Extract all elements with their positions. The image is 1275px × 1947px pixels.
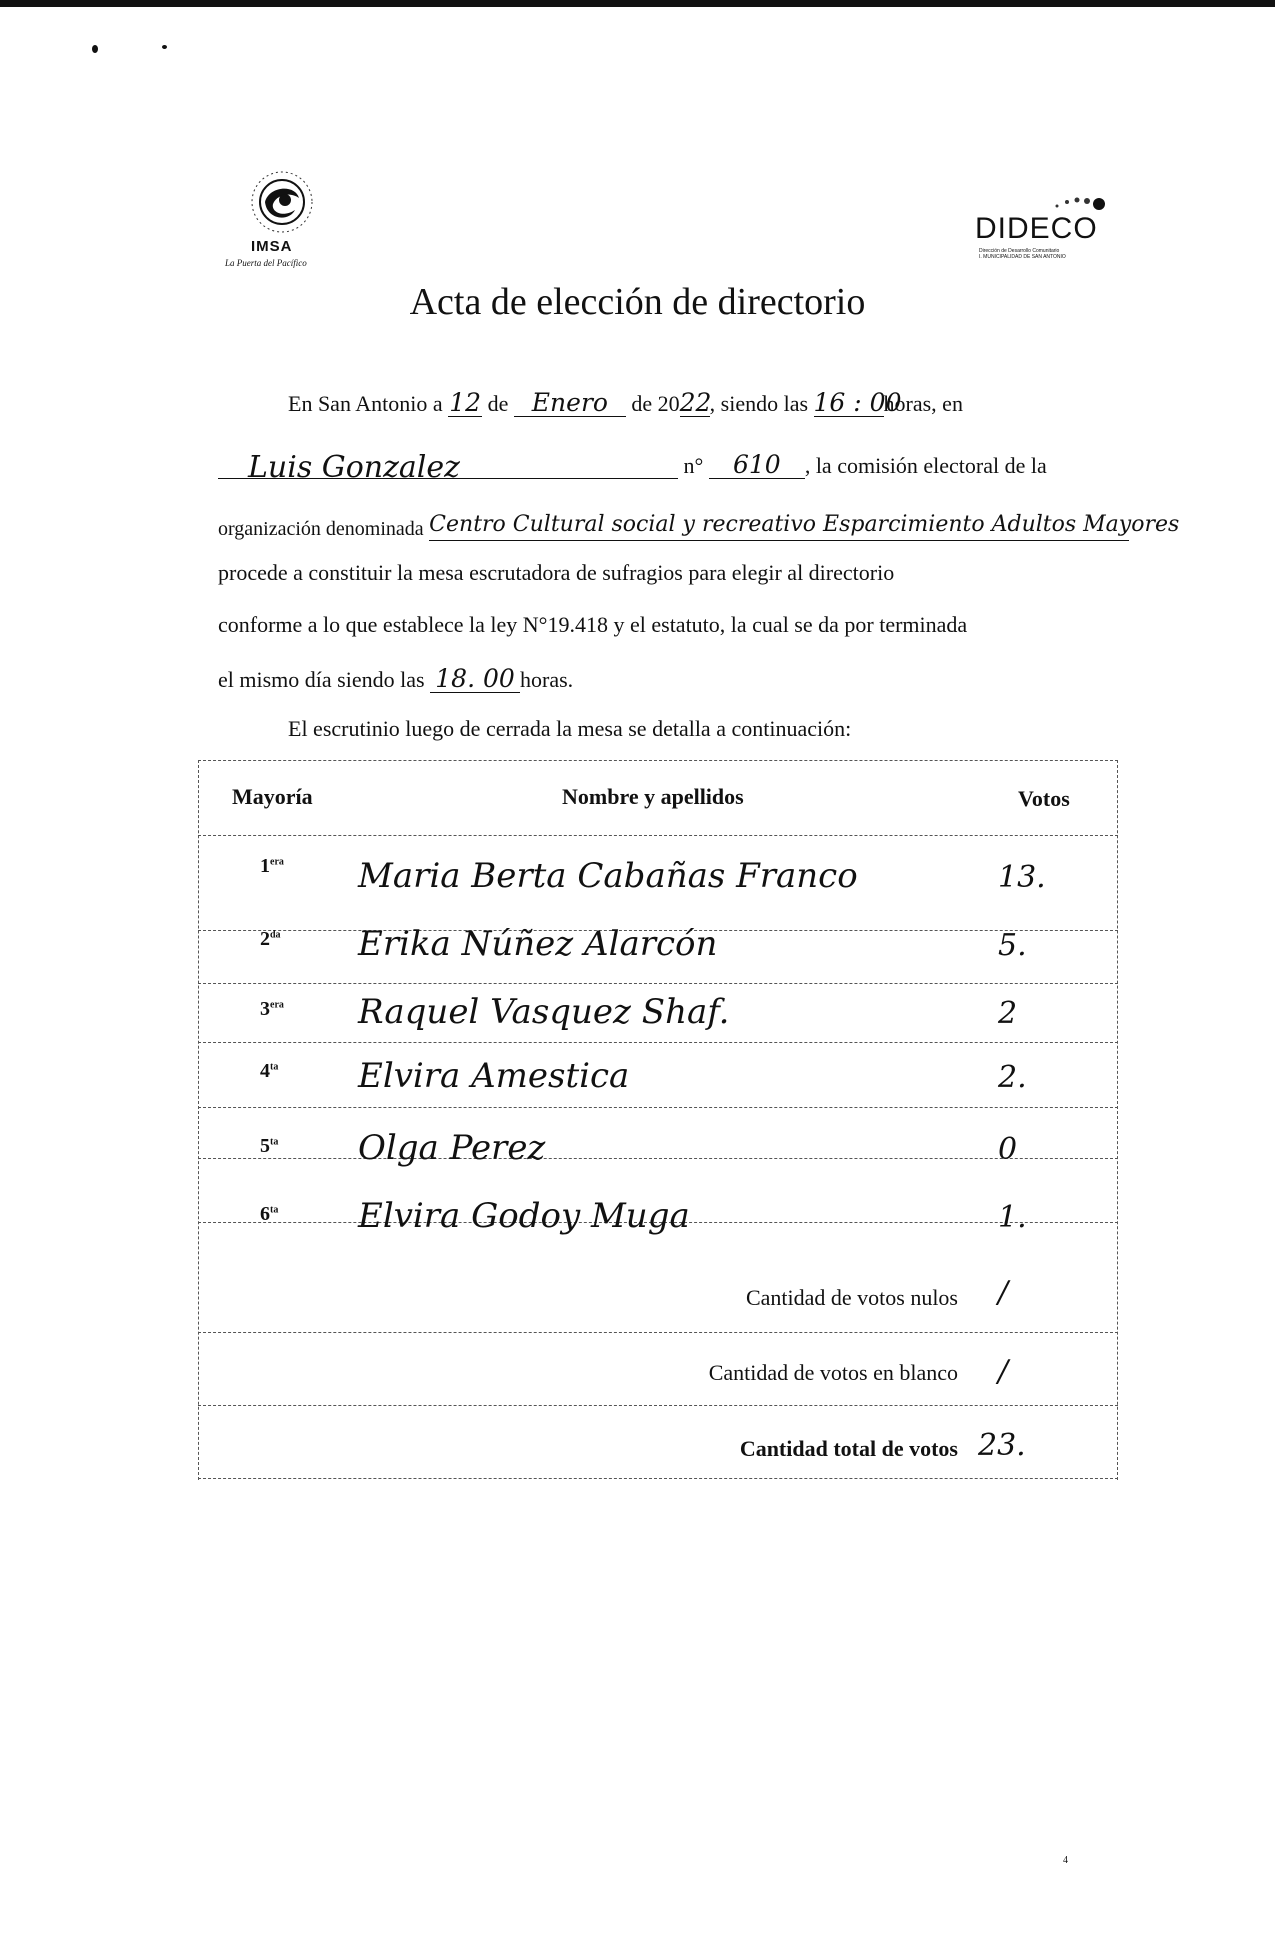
table-rule [198, 983, 1118, 984]
text-fragment: de 20 [631, 391, 680, 416]
body-line-7: El escrutinio luego de cerrada la mesa se detalla a continuación: [288, 716, 852, 741]
rank-suffix: ta [270, 1061, 279, 1073]
organization-name-field: Centro Cultural social y recreativo Esparcimiento Adultos Mayores [429, 512, 1129, 541]
candidate-name: Elvira Amestica [358, 1056, 630, 1096]
null-votes-label: Cantidad de votos nulos [745, 1285, 958, 1310]
rank-suffix: ta [270, 1204, 279, 1216]
candidate-name: Raquel Vasquez Shaf. [358, 992, 730, 1032]
rank-label [260, 1135, 278, 1158]
rank-label [260, 855, 284, 878]
candidate-votes: 13. [998, 860, 1046, 895]
text-fragment: n° [683, 453, 704, 478]
table-rule [198, 760, 1118, 761]
table-rule [198, 1107, 1118, 1108]
header-rank: Mayoría [232, 784, 313, 809]
text-fragment: , la comisión electoral de la [804, 453, 1047, 478]
blank-votes-label: Cantidad de votos en blanco [708, 1360, 958, 1385]
text-fragment: de [487, 391, 509, 416]
table-rule [198, 1332, 1118, 1333]
candidate-name: Erika Núñez Alarcón [358, 924, 718, 964]
header-votes: Votos [1018, 786, 1070, 811]
rank-number: 6 [260, 1203, 270, 1225]
dideco-logo-subtitle: Dirección de Desarrollo Comunitario [979, 248, 1060, 254]
dideco-logo-municipality: I. MUNICIPALIDAD DE SAN ANTONIO [979, 254, 1066, 260]
table-rule [198, 835, 1118, 836]
top-border [0, 0, 1275, 7]
text-fragment: En San Antonio a [288, 391, 443, 416]
imsa-logo-name: IMSA [251, 238, 293, 255]
candidate-votes: 5. [998, 928, 1027, 963]
candidate-votes: 1. [998, 1200, 1027, 1235]
body-line-3 [218, 512, 1180, 541]
document-title: Acta de elección de directorio [409, 281, 866, 323]
table-rule [198, 1158, 1118, 1159]
total-votes-value: 23. [978, 1428, 1026, 1463]
scan-speck [162, 45, 167, 49]
imsa-emblem-icon [225, 170, 345, 240]
body-line-6 [218, 664, 573, 693]
candidate-name: Maria Berta Cabañas Franco [358, 856, 858, 896]
street-field: Luis Gonzalez [218, 450, 678, 479]
rank-number: 4 [260, 1060, 270, 1082]
text-fragment: horas, en [883, 391, 963, 416]
table-rule [198, 1405, 1118, 1406]
blank-votes-value: / [998, 1354, 1009, 1389]
rank-number: 5 [260, 1135, 270, 1157]
body-line-2 [218, 450, 1047, 485]
scan-speck [92, 45, 98, 53]
imsa-logo [225, 170, 345, 275]
rank-label [260, 998, 284, 1021]
dideco-logo-name: DIDECO [975, 212, 1098, 245]
dideco-logo [975, 190, 1115, 270]
body-line-4: procede a constituir la mesa escrutadora de sufragios para elegir al directorio [218, 560, 895, 585]
results-table [198, 760, 1118, 1480]
body-line-1 [288, 388, 963, 417]
year-field: 22 [679, 388, 712, 417]
rank-suffix: era [270, 856, 284, 868]
rank-label [260, 1060, 278, 1083]
rank-suffix: da [270, 929, 281, 941]
text-fragment: el mismo día siendo las [218, 667, 425, 692]
day-field: 12 [449, 388, 482, 417]
start-hour-field: 16 : 00 [813, 388, 902, 417]
rank-label [260, 928, 281, 951]
total-votes-label: Cantidad total de votos [739, 1436, 958, 1461]
text-fragment: organización denominada [218, 518, 424, 540]
candidate-votes: 0 [998, 1132, 1018, 1167]
table-rule [198, 760, 199, 1480]
month-field: Enero [514, 388, 626, 417]
street-number-field: 610 [709, 450, 805, 479]
rank-number: 3 [260, 998, 270, 1020]
candidate-name: Elvira Godoy Muga [358, 1196, 690, 1236]
text-fragment: , siendo las [709, 391, 809, 416]
table-rule [198, 1042, 1118, 1043]
candidate-name: Olga Perez [358, 1128, 546, 1168]
imsa-logo-tagline: La Puerta del Pacífico [225, 258, 307, 268]
null-votes-value: / [998, 1275, 1009, 1310]
text-fragment: horas. [520, 667, 574, 692]
header-name: Nombre y apellidos [562, 784, 744, 809]
candidate-votes: 2 [998, 996, 1018, 1031]
rank-suffix: ta [270, 1136, 279, 1148]
candidate-votes: 2. [998, 1060, 1027, 1095]
rank-number: 1 [260, 855, 270, 877]
table-rule [1117, 760, 1118, 1480]
rank-suffix: era [270, 999, 284, 1011]
rank-number: 2 [260, 928, 270, 950]
table-rule [198, 1478, 1118, 1479]
page-mark: 4 [1063, 1855, 1068, 1866]
body-line-5: conforme a lo que establece la ley N°19.418 y el estatuto, la cual se da por terminada [218, 612, 968, 637]
end-hour-field: 18. 00 [430, 664, 520, 693]
rank-label [260, 1203, 278, 1226]
